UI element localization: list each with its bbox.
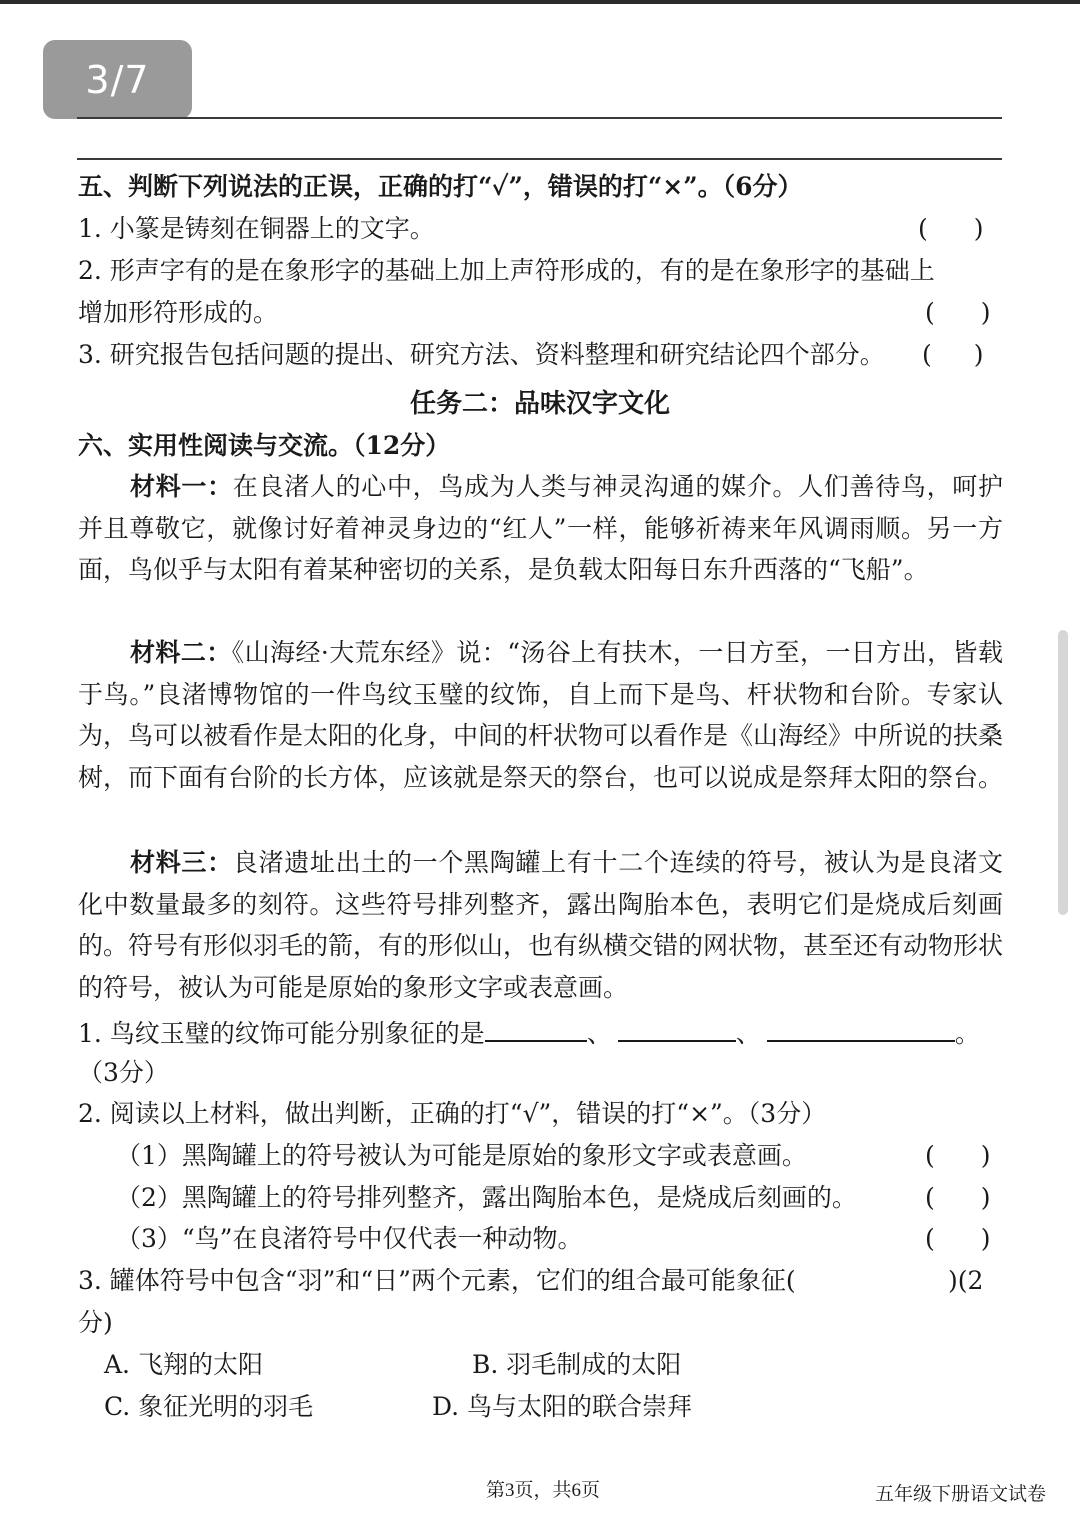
section6-q3-line2: 分) — [78, 1308, 113, 1337]
footer-exam-title: 五年级下册语文试卷 — [875, 1484, 1047, 1505]
material3-label: 材料三： — [130, 848, 233, 877]
answer-paren-s6q2-1: ( ) — [925, 1141, 991, 1170]
section6-q2-title: 2. 阅读以上材料，做出判断，正确的打“√”，错误的打“×”。（3分） — [78, 1099, 827, 1128]
option-d: D. 鸟与太阳的联合崇拜 — [432, 1392, 693, 1421]
section5-q3: 3. 研究报告包括问题的提出、研究方法、资料整理和研究结论四个部分。 — [78, 340, 885, 369]
header-rule-1 — [77, 117, 1002, 119]
material2-label: 材料二： — [130, 638, 232, 667]
material2-paragraph — [78, 632, 1003, 798]
answer-paren-s5q3: ( ) — [922, 340, 984, 369]
answer-paren-s6q2-2: ( ) — [925, 1183, 991, 1212]
section6-q1-points: （3分） — [78, 1058, 169, 1087]
section6-title: 六、实用性阅读与交流。（12分） — [78, 431, 451, 460]
material3-text: 良渚遗址出土的一个黑陶罐上有十二个连续的符号，被认为是良渚文化中数量最多的刻符。这些符号排列整齐，露出陶胎本色，表明它们是烧成后刻画的。符号有形似羽毛的箭，有的形似山，也有纵横交错的网状物，甚至还有动物形状的符号，被认为可能是原始的象形文字或表意画。 — [78, 848, 1004, 1002]
section6-q2-item-1: （1）黑陶罐上的符号被认为可能是原始的象形文字或表意画。 — [116, 1141, 807, 1170]
answer-paren-s5q1: ( ) — [918, 214, 984, 243]
footer-page-number: 第3页，共6页 — [486, 1480, 601, 1501]
scrollbar-thumb[interactable] — [1058, 630, 1068, 915]
material1-text: 在良渚人的心中，鸟成为人类与神灵沟通的媒介。人们善待鸟，呵护并且尊敬它，就像讨好着神灵身边的“红人”一样，能够祈祷来年风调雨顺。另一方面，鸟似乎与太阳有着某种密切的关系，是负载太阳每日东升西落的“飞船”。 — [78, 472, 1003, 584]
option-b: B. 羽毛制成的太阳 — [472, 1350, 682, 1379]
section5-q1: 1. 小篆是铸刻在铜器上的文字。 — [78, 214, 435, 243]
material1-label: 材料一： — [130, 472, 233, 501]
answer-paren-s5q2: ( ) — [925, 298, 991, 327]
section6-q1: 1. 鸟纹玉璧的纹饰可能分别象征的是 、 、 。 — [78, 1019, 980, 1048]
option-a: A. 飞翔的太阳 — [104, 1350, 263, 1379]
material3-paragraph — [78, 842, 1003, 1008]
section6-q3-line1: 3. 罐体符号中包含“羽”和“日”两个元素，它们的组合最可能象征( — [78, 1266, 796, 1295]
option-c: C. 象征光明的羽毛 — [104, 1392, 314, 1421]
answer-blank-2[interactable] — [618, 1018, 736, 1042]
answer-paren-s6q2-3: ( ) — [925, 1224, 991, 1253]
task2-title: 任务二：品味汉字文化 — [409, 389, 670, 419]
answer-blank-1[interactable] — [485, 1018, 587, 1042]
section6-q2-item-3: （3）“鸟”在良渚符号中仅代表一种动物。 — [116, 1224, 583, 1253]
answer-blank-3[interactable] — [767, 1018, 955, 1042]
material2-text: 《山海经·大荒东经》说：“汤谷上有扶木，一日方至，一日方出，皆载于鸟。”良渚博物馆的一件鸟纹玉璧的纹饰，自上而下是鸟、杆状物和台阶。专家认为，鸟可以被看作是太阳的化身，中间的杆状物可以看作是《山海经》中所说的扶桑树，而下面有台阶的长方体，应该就是祭天的祭台，也可以说成是祭拜太阳的祭台。 — [78, 638, 1004, 792]
page-indicator: 3/7 — [43, 40, 192, 119]
top-border — [0, 0, 1080, 4]
section6-q3-line1-end: )(2 — [948, 1266, 984, 1295]
section6-q2-item-2: （2）黑陶罐上的符号排列整齐，露出陶胎本色，是烧成后刻画的。 — [116, 1183, 857, 1212]
section5-q2-line2: 增加形符形成的。 — [78, 298, 279, 327]
section5-title: 五、判断下列说法的正误，正确的打“✓”，错误的打“×”。（6分） — [78, 172, 803, 201]
section5-q2-line1: 2. 形声字有的是在象形字的基础上加上声符形成的，有的是在象形字的基础上 — [78, 256, 935, 285]
material1-paragraph — [78, 466, 1003, 591]
header-rule-2 — [77, 158, 1002, 160]
